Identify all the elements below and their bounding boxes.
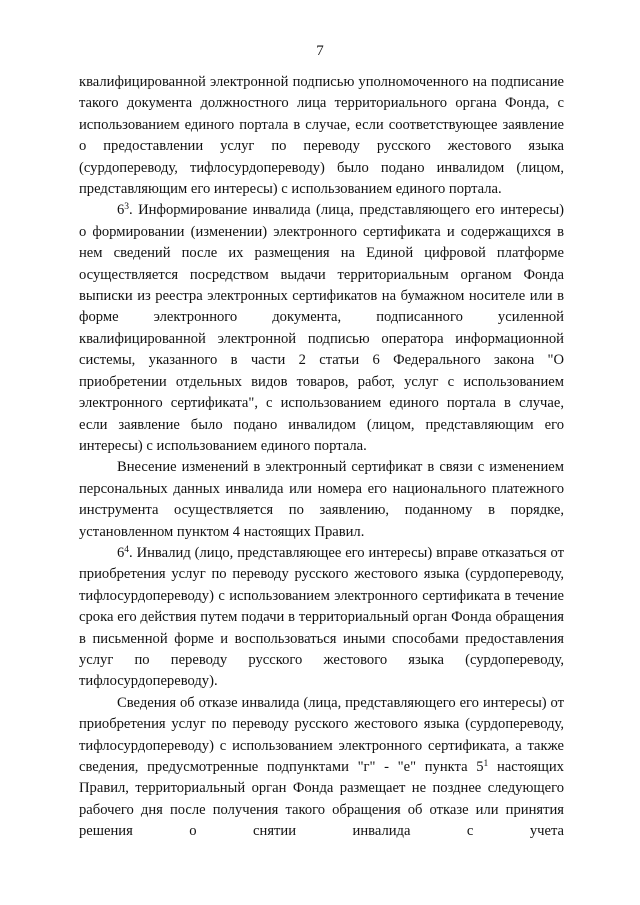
paragraph-item-6-3 bbox=[79, 200, 564, 457]
paragraph-text: Сведения об отказе инвалида (лица, представляющего его интересы) от приобретения услуг по переводу русского жестового языка (сурдопереводу, тифлосурдопереводу) с использованием электронного сертификата, а также сведения, предусмотренные подпунктами "г" - "е" пункта 5 bbox=[79, 694, 564, 775]
page-number: 7 bbox=[316, 43, 324, 59]
item-number: 6 bbox=[117, 544, 125, 561]
item-superscript: 4 bbox=[124, 544, 130, 555]
paragraph-changes bbox=[79, 457, 564, 543]
paragraph-text: Внесение изменений в электронный сертификат в связи с изменением персональных данных инвалида или номера его национального платежного инструмента осуществляется по заявлению, поданному в порядке, установленном пунктом 4 настоящих Правил. bbox=[79, 459, 564, 540]
paragraph-continuation bbox=[79, 72, 564, 200]
item-number: 6 bbox=[117, 202, 125, 219]
paragraph-text-continued: настоящих Правил, территориальный орган Фонда размещает не позднее следующего рабочего дня после получения такого обращения об отказе или принятия решения о снятии инвалида с учета bbox=[79, 759, 564, 840]
item-superscript: 3 bbox=[124, 202, 130, 213]
paragraph-text: . Инвалид (лицо, представляющее его интересы) вправе отказаться от приобретения услуг по переводу русского жестового языка (сурдопереводу, тифлосурдопереводу) с использованием электронного сертификата в течение срока его действия путем подачи в территориальный орган Фонда обращения в письменной форме и воспользоваться иными способами предоставления услуг по переводу русского жестового языка (сурдопереводу, тифлосурдопереводу). bbox=[79, 544, 564, 690]
body-text bbox=[79, 72, 564, 843]
paragraph-text: квалифицированной электронной подписью уполномоченного на подписание такого документа должностного лица территориального органа Фонда, с использованием единого портала в случае, если соответствующее заявление о предоставлении услуг по переводу русского жестового языка (сурдопереводу, тифлосурдопереводу) было подано инвалидом (лицом, представляющим его интересы) с использованием единого портала. bbox=[79, 74, 564, 198]
paragraph-refusal-info bbox=[79, 693, 564, 843]
paragraph-item-6-4 bbox=[79, 543, 564, 693]
item-superscript: 1 bbox=[483, 759, 489, 769]
paragraph-text: . Информирование инвалида (лица, представляющего его интересы) о формировании (изменении) электронного сертификата и содержащихся в нем сведений после их размещения на Единой цифровой платформе осуществляется посредством выдачи территориальным органом Фонда выписки из реестра электронных сертификатов на бумажном носителе или в форме электронного документа, подписанного усиленной квалифицированной электронной подписью оператора информационной системы, указанного в части 2 статьи 6 Федерального закона "О приобретении отдельных видов товаров, работ, услуг с использованием электронного сертификата", с использованием единого портала в случае, если заявление было подано инвалидом (лицом, представляющим его интересы) с использованием единого портала. bbox=[79, 202, 564, 454]
